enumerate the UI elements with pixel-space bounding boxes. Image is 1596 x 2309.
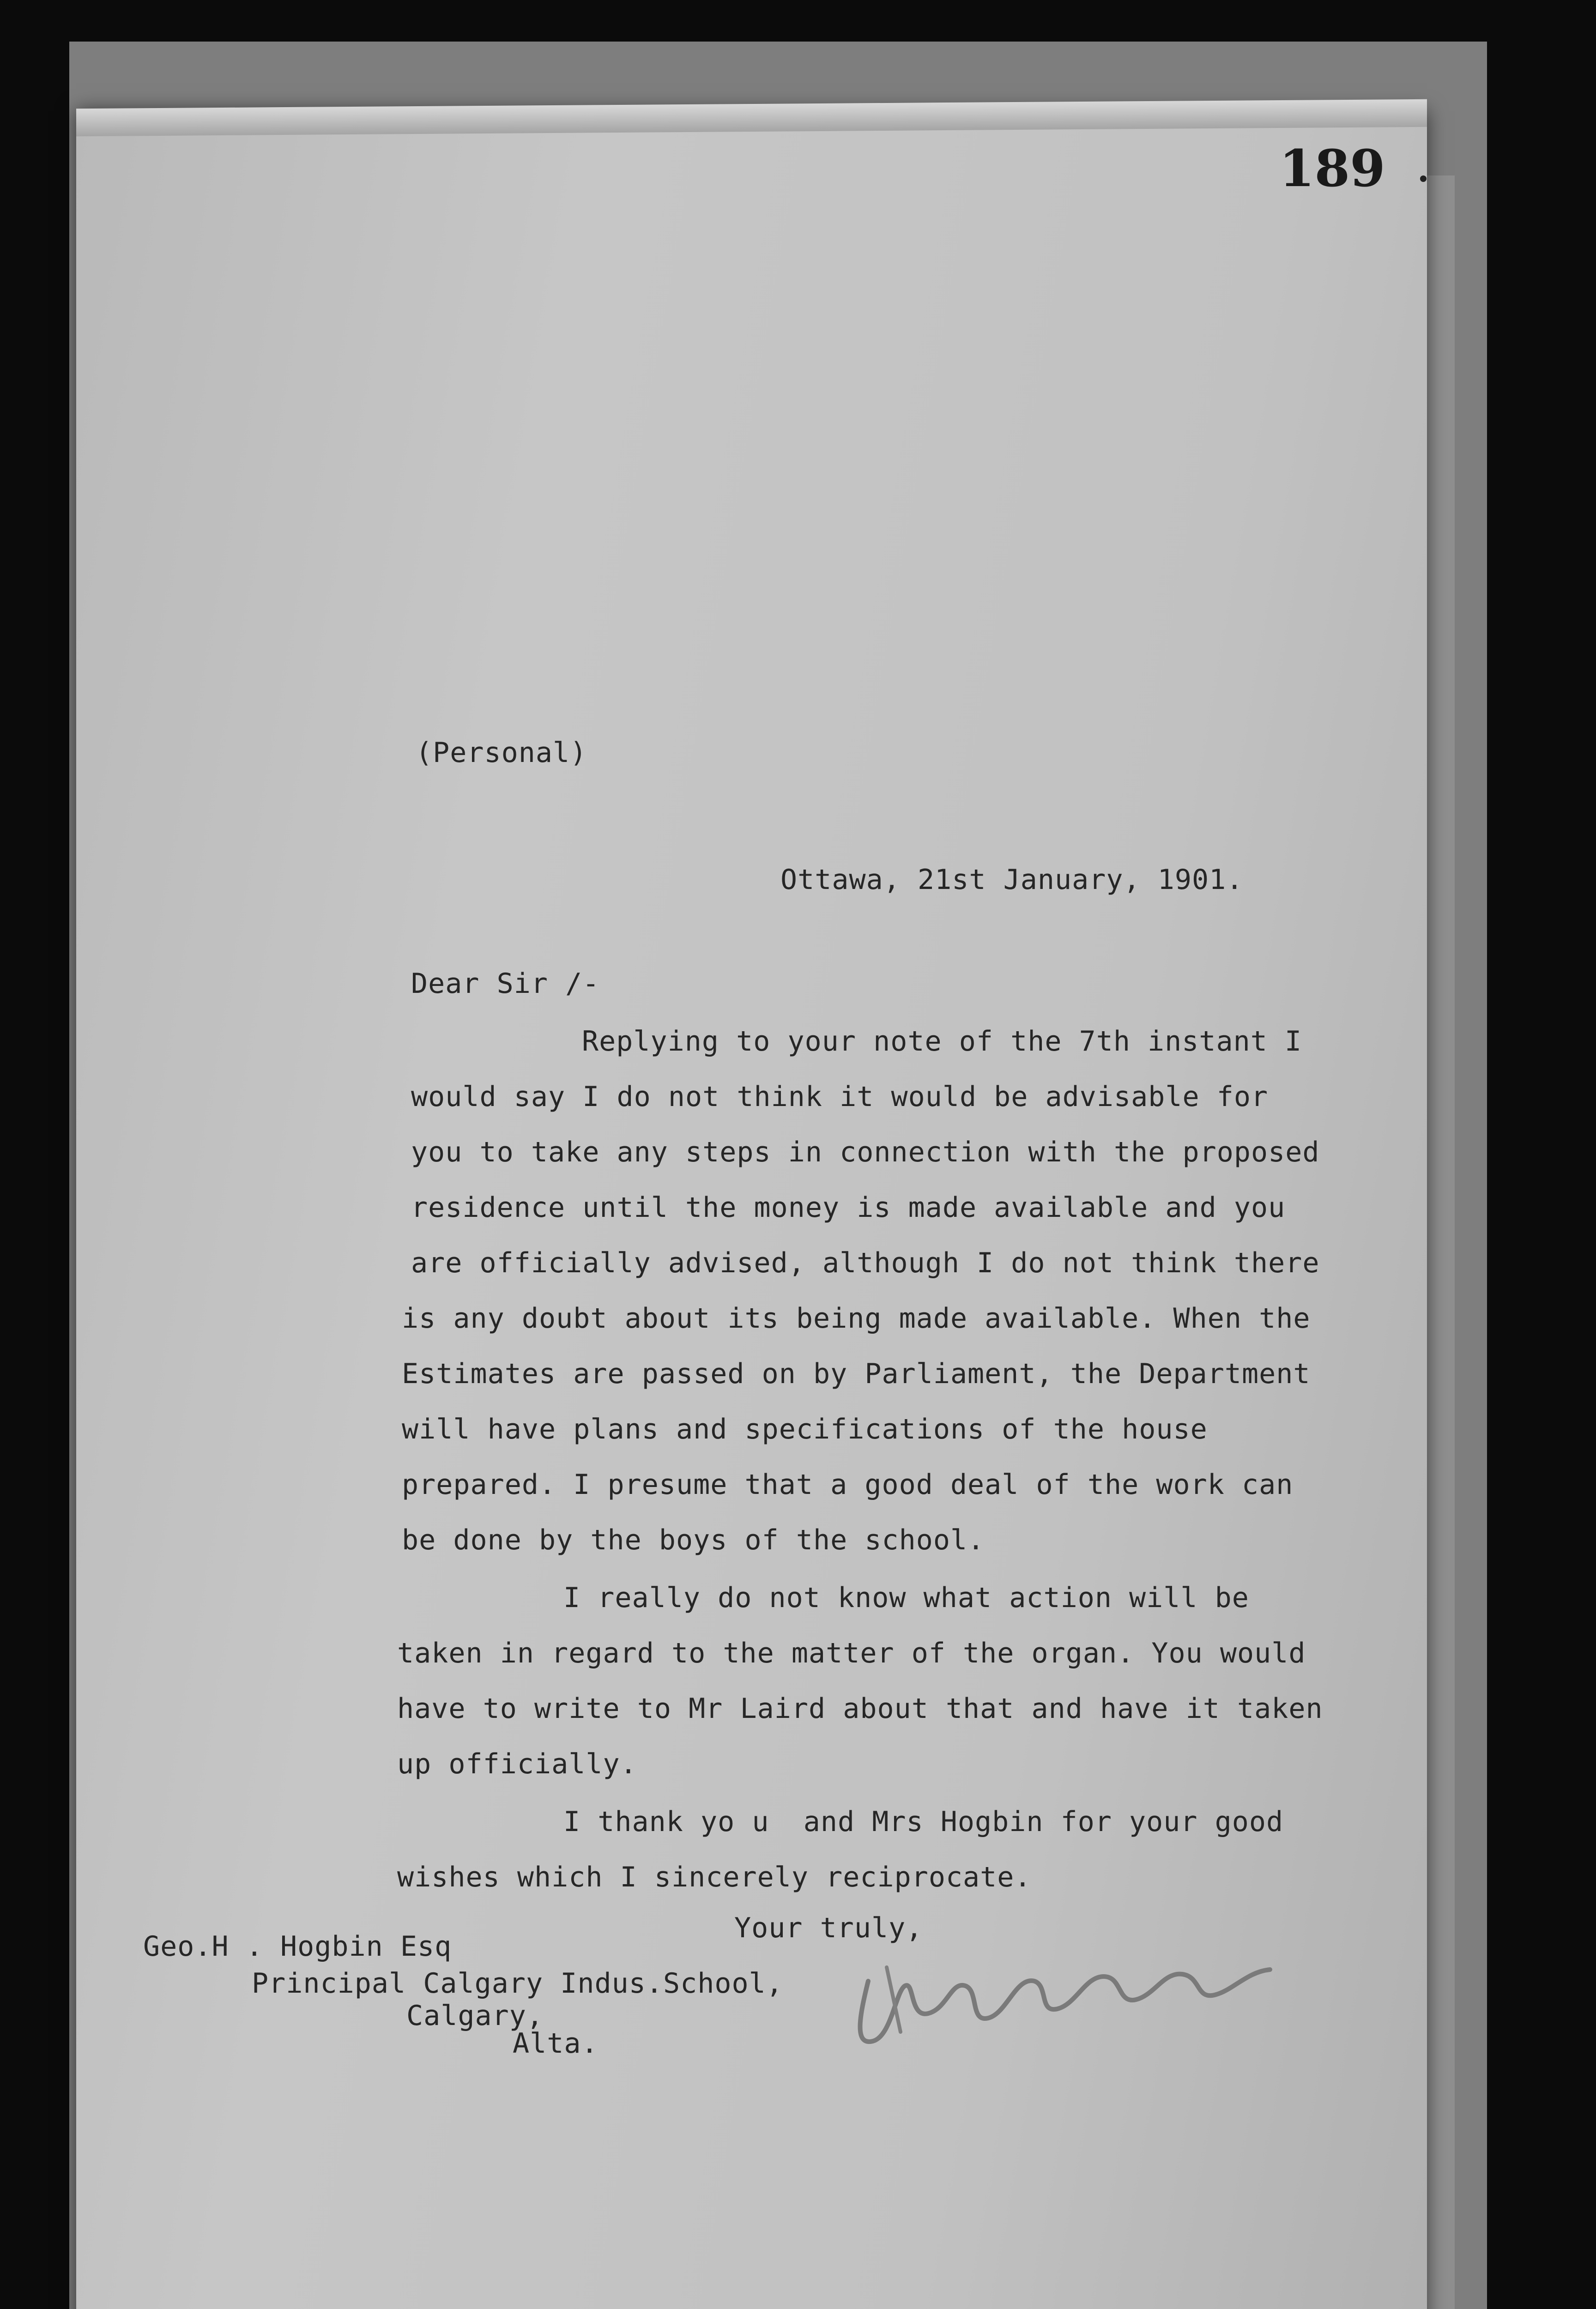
body-line: Replying to your note of the 7th instant I	[582, 1025, 1302, 1058]
addressee-line: Geo.H . Hogbin Esq	[143, 1930, 452, 1963]
body-line: you to take any steps in connection with the proposed	[411, 1136, 1320, 1168]
body-line: be done by the boys of the school.	[402, 1524, 985, 1556]
dateline: Ottawa, 21st January, 1901.	[780, 864, 1244, 896]
body-line: wishes which I sincerely reciprocate.	[397, 1861, 1032, 1893]
body-line: up officially.	[397, 1748, 637, 1780]
body-line: are officially advised, although I do not think there	[411, 1247, 1320, 1279]
handwritten-signature	[840, 1926, 1293, 2064]
body-line: residence until the money is made available and you	[411, 1191, 1286, 1224]
addressee-line: Calgary,	[406, 2000, 544, 2032]
addressee-line: Alta.	[513, 2027, 598, 2060]
personal-marking: (Personal)	[416, 737, 587, 769]
page-number-dot	[1420, 175, 1427, 182]
page-edge	[1427, 175, 1455, 2309]
closing: Your truly,	[734, 1912, 923, 1944]
body-line: taken in regard to the matter of the organ. You would	[397, 1637, 1306, 1669]
body-line: I thank yo u and Mrs Hogbin for your good	[563, 1806, 1284, 1838]
body-line: I really do not know what action will be	[563, 1582, 1249, 1614]
body-line: would say I do not think it would be advisable for	[411, 1081, 1269, 1113]
body-line: is any doubt about its being made available. When the	[402, 1302, 1311, 1335]
salutation: Dear Sir /-	[411, 967, 600, 1000]
body-line: have to write to Mr Laird about that and have it taken	[397, 1692, 1323, 1725]
body-line: will have plans and specifications of the house	[402, 1413, 1208, 1445]
page-number: 189	[1279, 139, 1385, 198]
addressee-line: Principal Calgary Indus.School,	[252, 1967, 783, 2000]
body-line: Estimates are passed on by Parliament, the Department	[402, 1358, 1311, 1390]
body-line: prepared. I presume that a good deal of the work can	[402, 1469, 1294, 1501]
